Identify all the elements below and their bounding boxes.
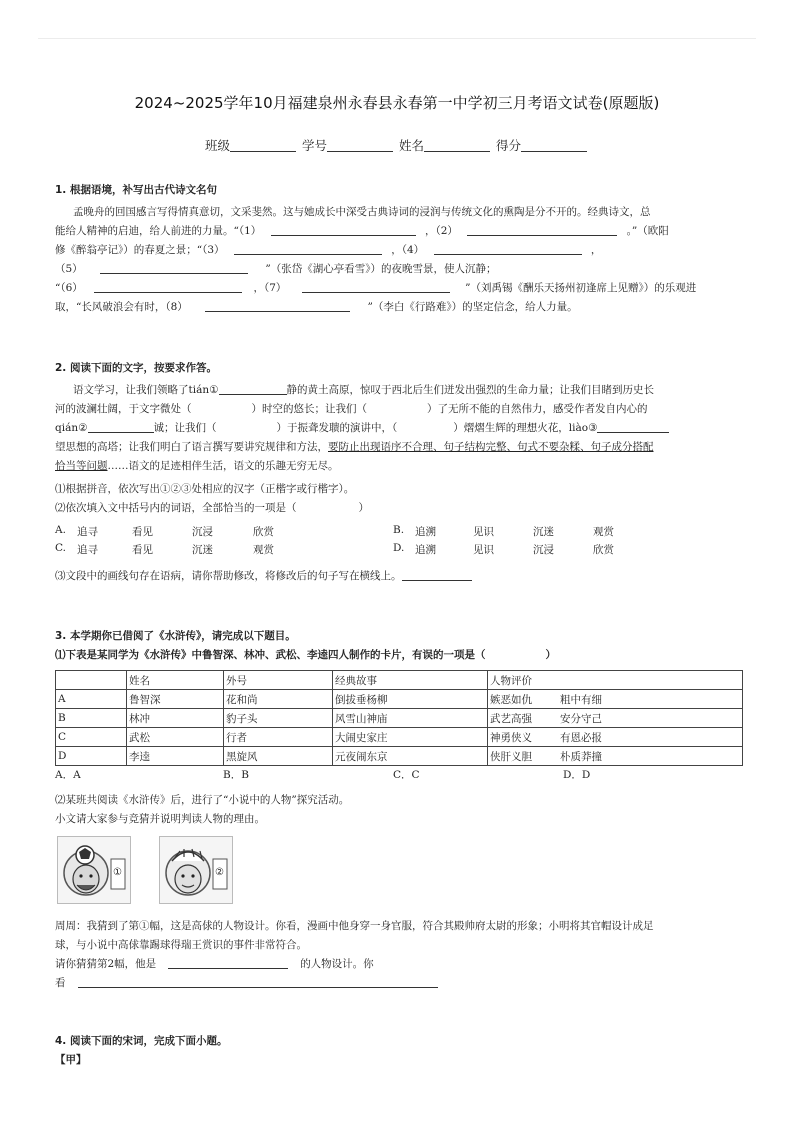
q1-text: （5） (55, 263, 83, 275)
table-header-cell: 经典故事 (333, 671, 488, 690)
option-word: 沉浸 (533, 544, 554, 556)
q2-blank-1[interactable] (219, 382, 287, 395)
score-field-blank[interactable] (521, 139, 587, 152)
q1-blank-3[interactable] (234, 242, 382, 255)
table-cell (488, 709, 743, 728)
cartoon-2-number: ② (215, 867, 224, 878)
q2-text: ）熠熠生辉的理想火花，liào③ (453, 422, 598, 434)
q2-text: ……语文的足迹相伴生活，语文的乐趣无穷无尽。 (107, 460, 339, 472)
evaluation-2: 安分守己 (560, 712, 602, 725)
q1-line-4 (55, 260, 497, 279)
option-word: 看见 (132, 526, 153, 538)
q3-text: 请你猜猜第2幅，他是 (55, 958, 157, 970)
q2-text: 静的黄土高原，惊叹于西北后生们迸发出强烈的生命力量；让我们目睹到历史长 (286, 384, 655, 396)
option-letter: B. (393, 524, 405, 536)
option-word: 观赏 (593, 526, 614, 538)
option-word: 欣赏 (253, 526, 274, 538)
q1-blank-5[interactable] (100, 261, 248, 274)
q3-answer-b[interactable]: B．B (223, 769, 249, 781)
table-cell: 鲁智深 (127, 690, 224, 709)
table-cell: C (56, 728, 127, 747)
q2-sub-3 (55, 567, 472, 586)
q2-blank-2[interactable] (88, 420, 154, 433)
q2-line-5 (55, 457, 339, 476)
name-field-label: 姓名 (398, 138, 424, 153)
option-word: 见识 (473, 544, 494, 556)
name-field-blank[interactable] (424, 139, 490, 152)
q2-text: ）时空的悠长；让我们（ (251, 403, 367, 415)
q2-option-a[interactable] (55, 524, 274, 538)
q2-text: 望思想的高塔；让我们明白了语言撰写要讲究规律和方法， (55, 441, 328, 453)
q3-sub-2: ⑵某班共阅读《水浒传》后，进行了“小说中的人物”探究活动。 (55, 794, 350, 806)
class-field-blank[interactable] (230, 139, 296, 152)
q3-text: 的人物设计。你 (300, 958, 374, 970)
table-cell (488, 690, 743, 709)
q3-text: ） (545, 649, 556, 661)
q1-blank-8[interactable] (205, 299, 350, 312)
student-id-field-label: 学号 (301, 138, 327, 153)
table-cell: D (56, 747, 127, 766)
option-word: 沉迷 (192, 544, 213, 556)
option-word: 追溯 (415, 544, 436, 556)
q1-text: 修《醉翁亭记》）的春夏之景；“（3） (55, 244, 225, 256)
q2-line-2 (55, 400, 648, 419)
q1-line-5 (55, 279, 696, 298)
option-word: 追寻 (77, 544, 98, 556)
q2-text: 河的波澜壮阔，于文字微处（ (55, 403, 192, 415)
q2-sub-2 (55, 499, 369, 518)
q3-prompt-line-2 (55, 974, 438, 993)
q2-option-d[interactable] (393, 542, 614, 556)
table-cell: 倒拔垂杨柳 (333, 690, 488, 709)
q2-text: ⑵依次填入文中括号内的词语，全部恰当的一项是（ (55, 502, 297, 514)
evaluation-2: 朴质莽撞 (560, 750, 602, 763)
q1-blank-7[interactable] (302, 280, 450, 293)
option-letter: C. (55, 542, 66, 554)
q3-heading: 3. 本学期你已借阅了《水浒传》，请完成以下题目。 (55, 630, 296, 642)
option-letter: D. (393, 542, 405, 554)
cartoon-1-number: ① (113, 867, 122, 878)
q3-answer-d[interactable]: D．D (563, 769, 591, 781)
q1-text: ，（4） (391, 244, 425, 256)
q1-text: ，（7） (253, 282, 287, 294)
table-header-cell (56, 671, 127, 690)
q1-line-3 (55, 241, 601, 260)
evaluation-1: 神勇侠义 (490, 731, 532, 744)
q3-passage-line-1: 周周：我猜到了第①幅，这是高俅的人物设计。你看，漫画中他身穿一身官服，符合其殿帅府太尉的形象；小明将其官帽设计成足 (55, 920, 654, 932)
page-title: 2024~2025学年10月福建泉州永春县永春第一中学初三月考语文试卷(原题版) (134, 94, 660, 112)
student-info-fields (0, 136, 794, 154)
table-cell: 武松 (127, 728, 224, 747)
q1-blank-4[interactable] (434, 242, 582, 255)
evaluation-2: 有恩必报 (560, 731, 602, 744)
q4-heading: 4. 阅读下面的宋词，完成下面小题。 (55, 1035, 228, 1047)
q3-text: 看 (55, 977, 66, 989)
q2-heading: 2. 阅读下面的文字，按要求作答。 (55, 362, 217, 374)
table-cell: A (56, 690, 127, 709)
q3-prompt-line (55, 955, 374, 974)
q3-answer-blank-2[interactable] (78, 975, 438, 988)
q2-text: ⑶文段中的画线句存在语病，请你帮助修改，将修改后的句子写在横线上。 (55, 570, 402, 582)
q1-line-6 (55, 298, 578, 317)
q3-sub-1 (55, 647, 556, 662)
q2-option-b[interactable] (393, 524, 614, 538)
table-cell (488, 728, 743, 747)
evaluation-1: 侠肝义胆 (490, 750, 532, 763)
q1-blank-6[interactable] (94, 280, 242, 293)
table-cell: 李逵 (127, 747, 224, 766)
table-cell: 风雪山神庙 (333, 709, 488, 728)
table-header-cell: 人物评价 (488, 671, 743, 690)
class-field-label: 班级 (204, 138, 230, 153)
q3-answer-a[interactable]: A．A (55, 769, 81, 781)
q2-line-3 (55, 419, 669, 438)
q4-subheading: 【甲】 (55, 1054, 87, 1066)
q1-text: 。”（欧阳 (626, 225, 669, 237)
table-cell: 行者 (224, 728, 333, 747)
cartoon-image-2 (159, 836, 233, 904)
q1-text: 取，“长风破浪会有时，（8） (55, 301, 188, 313)
table-row (56, 690, 743, 709)
table-cell (488, 747, 743, 766)
q1-text: ”（刘禹锡《酬乐天扬州初逢席上见赠》）的乐观进 (465, 282, 697, 294)
cartoon-image-1 (57, 836, 131, 904)
table-cell: 元夜闹东京 (333, 747, 488, 766)
q2-text: qián② (55, 422, 88, 434)
q1-blank-2[interactable] (467, 223, 617, 236)
q3-answer-c[interactable]: C．C (393, 769, 420, 781)
evaluation-1: 嫉恶如仇 (490, 693, 532, 706)
option-word: 见识 (473, 526, 494, 538)
q1-text: “（6） (55, 282, 83, 294)
table-header-cell: 姓名 (127, 671, 224, 690)
q2-line-4 (55, 438, 654, 457)
evaluation-1: 武艺高强 (490, 712, 532, 725)
table-cell: 大闹史家庄 (333, 728, 488, 747)
table-cell: 豹子头 (224, 709, 333, 728)
q2-answer-line[interactable] (402, 568, 472, 581)
q1-blank-1[interactable] (271, 223, 416, 236)
option-word: 沉迷 (533, 526, 554, 538)
header-rule (38, 38, 756, 39)
q1-text: 能给人精神的启迪，给人前进的力量。“（1） (55, 225, 262, 237)
student-id-field-blank[interactable] (327, 139, 393, 152)
q1-line-1: 孟晚舟的回国感言写得情真意切，文采斐然。这与她成长中深受古典诗词的浸润与传统文化的熏陶是分不开的。经典诗文，总 (73, 206, 651, 218)
table-cell: 黑旋风 (224, 747, 333, 766)
table-header-cell: 外号 (224, 671, 333, 690)
q1-heading: 1. 根据语境，补写出古代诗文名句 (55, 184, 217, 196)
q2-text: ）了无所不能的自然伟力，感受作者发自内心的 (427, 403, 648, 415)
q2-line-1 (73, 381, 654, 400)
table-row (56, 709, 743, 728)
character-card-table (55, 670, 743, 766)
option-word: 沉浸 (192, 526, 213, 538)
q2-text: ） (358, 502, 369, 514)
q2-blank-3[interactable] (597, 420, 669, 433)
table-cell: B (56, 709, 127, 728)
table-row (56, 747, 743, 766)
q2-sub-1: ⑴根据拼音，依次写出①②③处相应的汉字（正楷字或行楷字）。 (55, 483, 355, 495)
q2-text: ）于振聋发聩的演讲中，（ (276, 422, 398, 434)
option-word: 追寻 (77, 526, 98, 538)
q1-text: ”（李白《行路难》）的坚定信念，给人力量。 (367, 301, 578, 313)
option-word: 观赏 (253, 544, 274, 556)
table-cell: 花和尚 (224, 690, 333, 709)
option-letter: A. (55, 524, 66, 536)
q1-text: ”（张岱《湖心亭看雪》）的夜晚雪景，使人沉静； (265, 263, 497, 275)
q3-text: ⑴下表是某同学为《水浒传》中鲁智深、林冲、武松、李逵四人制作的卡片，有误的一项是（ (55, 649, 486, 661)
table-row (56, 728, 743, 747)
score-field-label: 得分 (495, 138, 521, 153)
option-word: 欣赏 (593, 544, 614, 556)
q1-text: ，（2） (425, 225, 458, 237)
q3-passage-line-2: 球，与小说中高俅靠踢球得瑞王赏识的事件非常符合。 (55, 939, 307, 951)
evaluation-2: 粗中有细 (560, 693, 602, 706)
q2-text: 诚；让我们（ (153, 422, 217, 434)
q2-underlined-sentence: 要防止出现语序不合理、句子结构完整、句式不要杂糅、句子成分搭配 (328, 441, 654, 453)
q3-sub-2-line-2: 小文请大家参与竞猜并说明判读人物的理由。 (55, 813, 265, 825)
q1-line-2 (55, 222, 669, 241)
q2-underlined-sentence-end: 恰当等问题 (55, 460, 108, 472)
option-word: 看见 (132, 544, 153, 556)
q2-text: 语文学习，让我们领略了tián① (73, 384, 219, 396)
table-cell: 林冲 (127, 709, 224, 728)
option-word: 追溯 (415, 526, 436, 538)
table-header-row (56, 671, 743, 690)
q2-option-c[interactable] (55, 542, 274, 556)
q3-answer-blank-1[interactable] (168, 956, 288, 969)
q1-text: ， (590, 244, 602, 256)
